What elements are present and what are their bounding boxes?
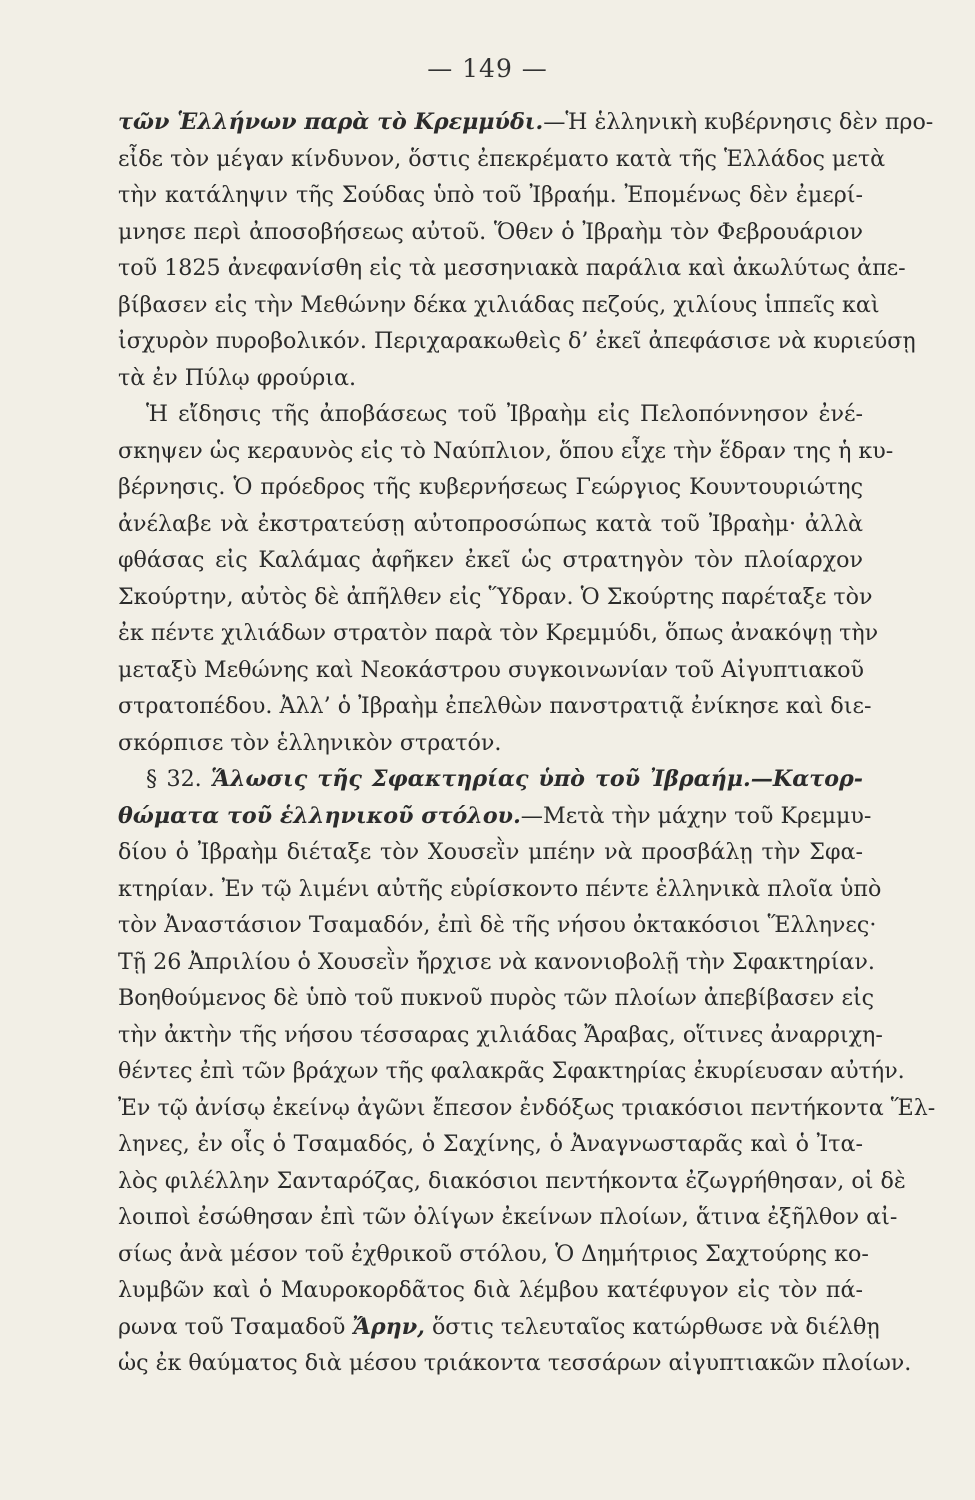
- text-segment: εἶδε τὸν μέγαν κίνδυνον, ὅστις ἐπεκρέματο κατὰ τῆς Ἑλλάδος μετὰ: [118, 145, 886, 172]
- text-body: [118, 104, 936, 1382]
- text-segment: ἐκ πέντε χιλιάδων στρατὸν παρὰ τὸν Κρεμμύδι, ὅπως ἀνακόψῃ τὴν: [118, 620, 879, 646]
- text-segment: ληνες, ἐν οἷς ὁ Τσαμαδός, ὁ Σαχίνης, ὁ Ἀναγνωσταρᾶς καὶ ὁ Ἰτα-: [118, 1131, 863, 1157]
- text-segment: φθάσας εἰς Καλάμας ἀφῆκεν ἐκεῖ ὡς στρατηγὸν τὸν πλοίαρχον: [118, 547, 863, 573]
- text-segment: Τῇ 26 Ἀπριλίου ὁ Χουσεῒν ἤρχισε νὰ κανονιοβολῇ τὴν Σφακτηρίαν.: [118, 948, 875, 975]
- text-segment: τὴν κατάληψιν τῆς Σούδας ὑπὸ τοῦ Ἰβραήμ. Ἐπομένως δὲν ἐμερί-: [118, 182, 863, 208]
- text-line: [118, 250, 906, 287]
- text-line: [118, 469, 863, 506]
- text-line: [118, 615, 879, 652]
- text-segment: τὰ ἐν Πύλῳ φρούρια.: [118, 364, 357, 391]
- text-segment: § 32.: [146, 766, 212, 792]
- text-segment: τὸν Ἀναστάσιον Τσαμαδόν, ἐπὶ δὲ τῆς νήσου ὀκτακόσιοι Ἕλληνες·: [118, 912, 877, 938]
- text-line: [118, 1272, 863, 1309]
- text-segment: στρατοπέδου. Ἀλλ’ ὁ Ἰβραὴμ ἐπελθὼν πανστρατιᾷ ἐνίκησε καὶ διε-: [118, 693, 872, 719]
- text-segment: σκόρπισε τὸν ἑλληνικὸν στρατόν.: [118, 729, 502, 756]
- text-line: [118, 1017, 883, 1054]
- text-line: [118, 542, 863, 579]
- text-line: [118, 652, 863, 689]
- text-line: [118, 104, 934, 141]
- text-segment: ὡς ἐκ θαύματος διὰ μέσου τριάκοντα τεσσάρων αἰγυπτιακῶν πλοίων.: [118, 1350, 912, 1376]
- text-segment: —Ἡ ἑλληνικὴ κυβέρνησις δὲν προ-: [543, 109, 934, 135]
- text-line: [118, 360, 863, 397]
- text-line: [118, 1309, 880, 1346]
- text-segment: δίου ὁ Ἰβραὴμ διέταξε τὸν Χουσεῒν μπέην νὰ προσβάλῃ τὴν Σφα-: [118, 839, 863, 865]
- text-segment: λὸς φιλέλλην Σανταρόζας, διακόσιοι πεντήκοντα ἐζωγρήθησαν, οἱ δὲ: [118, 1167, 906, 1194]
- text-segment: ρωνα τοῦ Τσαμαδοῦ: [118, 1313, 353, 1340]
- text-segment: κτηρίαν. Ἐν τῷ λιμένι αὐτῆς εὑρίσκοντο πέντε ἑλληνικὰ πλοῖα ὑπὸ: [118, 875, 882, 902]
- text-line: [118, 871, 882, 908]
- text-segment: μεταξὺ Μεθώνης καὶ Νεοκάστρου συγκοινωνίαν τοῦ Αἰγυπτιακοῦ: [118, 656, 864, 683]
- text-line: [118, 141, 886, 178]
- text-line: [118, 907, 877, 944]
- text-segment: βέρνησις. Ὁ πρόεδρος τῆς κυβερνήσεως Γεώργιος Κουντουριώτης: [118, 474, 863, 500]
- text-segment: μνησε περὶ ἀποσοβήσεως αὐτοῦ. Ὅθεν ὁ Ἰβραὴμ τὸν Φεβρουάριον: [118, 218, 863, 245]
- emphasis-text: Ἅλωσις τῆς Σφακτηρίας ὑπὸ τοῦ Ἰβραήμ.—Κατορ-: [211, 766, 863, 792]
- text-line: [118, 1053, 905, 1090]
- text-segment: σκηψεν ὡς κεραυνὸς εἰς τὸ Ναύπλιον, ὅπου εἶχε τὴν ἕδραν της ἡ κυ-: [118, 437, 894, 464]
- text-line: [118, 396, 863, 433]
- text-line: [118, 177, 863, 214]
- emphasis-text: τῶν Ἑλλήνων παρὰ τὸ Κρεμμύδι.: [118, 109, 544, 135]
- text-segment: θέντες ἐπὶ τῶν βράχων τῆς φαλακρᾶς Σφακτηρίας ἐκυρίευσαν αὐτήν.: [118, 1058, 905, 1084]
- page-number: — 149 —: [427, 54, 548, 83]
- emphasis-text: θώματα τοῦ ἑλληνικοῦ στόλου.: [118, 802, 521, 829]
- text-line: [118, 761, 863, 798]
- text-line: [118, 1126, 863, 1163]
- text-segment: τὴν ἀκτὴν τῆς νήσου τέσσαρας χιλιάδας Ἄραβας, οἵτινες ἀναρριχη-: [118, 1021, 883, 1048]
- text-segment: ὅστις τελευταῖος κατώρθωσε νὰ διέλθῃ: [424, 1313, 880, 1340]
- text-segment: ἀνέλαβε νὰ ἐκστρατεύσῃ αὐτοπροσώπως κατὰ τοῦ Ἰβραὴμ· ἀλλὰ: [118, 510, 863, 537]
- text-segment: Σκούρτην, αὐτὸς δὲ ἀπῆλθεν εἰς Ὕδραν. Ὁ Σκούρτης παρέταξε τὸν: [118, 583, 873, 610]
- text-segment: λοιποὶ ἐσώθησαν ἐπὶ τῶν ὀλίγων ἐκείνων πλοίων, ἅτινα ἐξῆλθον αἰ-: [118, 1204, 898, 1230]
- text-line: [118, 688, 872, 725]
- text-segment: —Μετὰ τὴν μάχην τοῦ Κρεμμυ-: [520, 802, 872, 829]
- text-segment: Βοηθούμενος δὲ ὑπὸ τοῦ πυκνοῦ πυρὸς τῶν πλοίων ἀπεβίβασεν εἰς: [118, 985, 875, 1011]
- text-line: [118, 834, 863, 871]
- text-segment: τοῦ 1825 ἀνεφανίσθη εἰς τὰ μεσσηνιακὰ παράλια καὶ ἀκωλύτως ἀπε-: [118, 255, 906, 281]
- text-line: [118, 1199, 898, 1236]
- text-line: [118, 579, 873, 616]
- text-line: [118, 1163, 906, 1200]
- text-segment: βίβασεν εἰς τὴν Μεθώνην δέκα χιλιάδας πεζούς, χιλίους ἱππεῖς καὶ: [118, 291, 880, 318]
- text-line: [118, 798, 872, 835]
- text-line: [118, 506, 863, 543]
- text-segment: Ἡ εἴδησις τῆς ἀποβάσεως τοῦ Ἰβραὴμ εἰς Πελοπόννησον ἐνέ-: [146, 401, 863, 427]
- text-line: [118, 214, 863, 251]
- text-line: [118, 1345, 912, 1382]
- text-line: [118, 1090, 936, 1127]
- text-segment: ἰσχυρὸν πυροβολικόν. Περιχαρακωθεὶς δ’ ἐκεῖ ἀπεφάσισε νὰ κυριεύσῃ: [118, 328, 916, 354]
- text-line: [118, 944, 875, 981]
- text-segment: Ἐν τῷ ἀνίσῳ ἐκείνῳ ἀγῶνι ἔπεσον ἐνδόξως τριακόσιοι πεντήκοντα Ἕλ-: [118, 1094, 936, 1121]
- text-line: [118, 980, 875, 1017]
- text-line: [118, 433, 894, 470]
- emphasis-text: Ἄρην,: [352, 1313, 425, 1340]
- text-line: [118, 323, 916, 360]
- text-line: [118, 725, 863, 762]
- text-line: [118, 287, 880, 324]
- text-line: [118, 1236, 869, 1273]
- text-segment: λυμβῶν καὶ ὁ Μαυροκορδᾶτος διὰ λέμβου κατέφυγον εἰς τὸν πά-: [118, 1277, 863, 1303]
- text-segment: σίως ἀνὰ μέσον τοῦ ἐχθρικοῦ στόλου, Ὁ Δημήτριος Σαχτούρης κο-: [118, 1240, 869, 1267]
